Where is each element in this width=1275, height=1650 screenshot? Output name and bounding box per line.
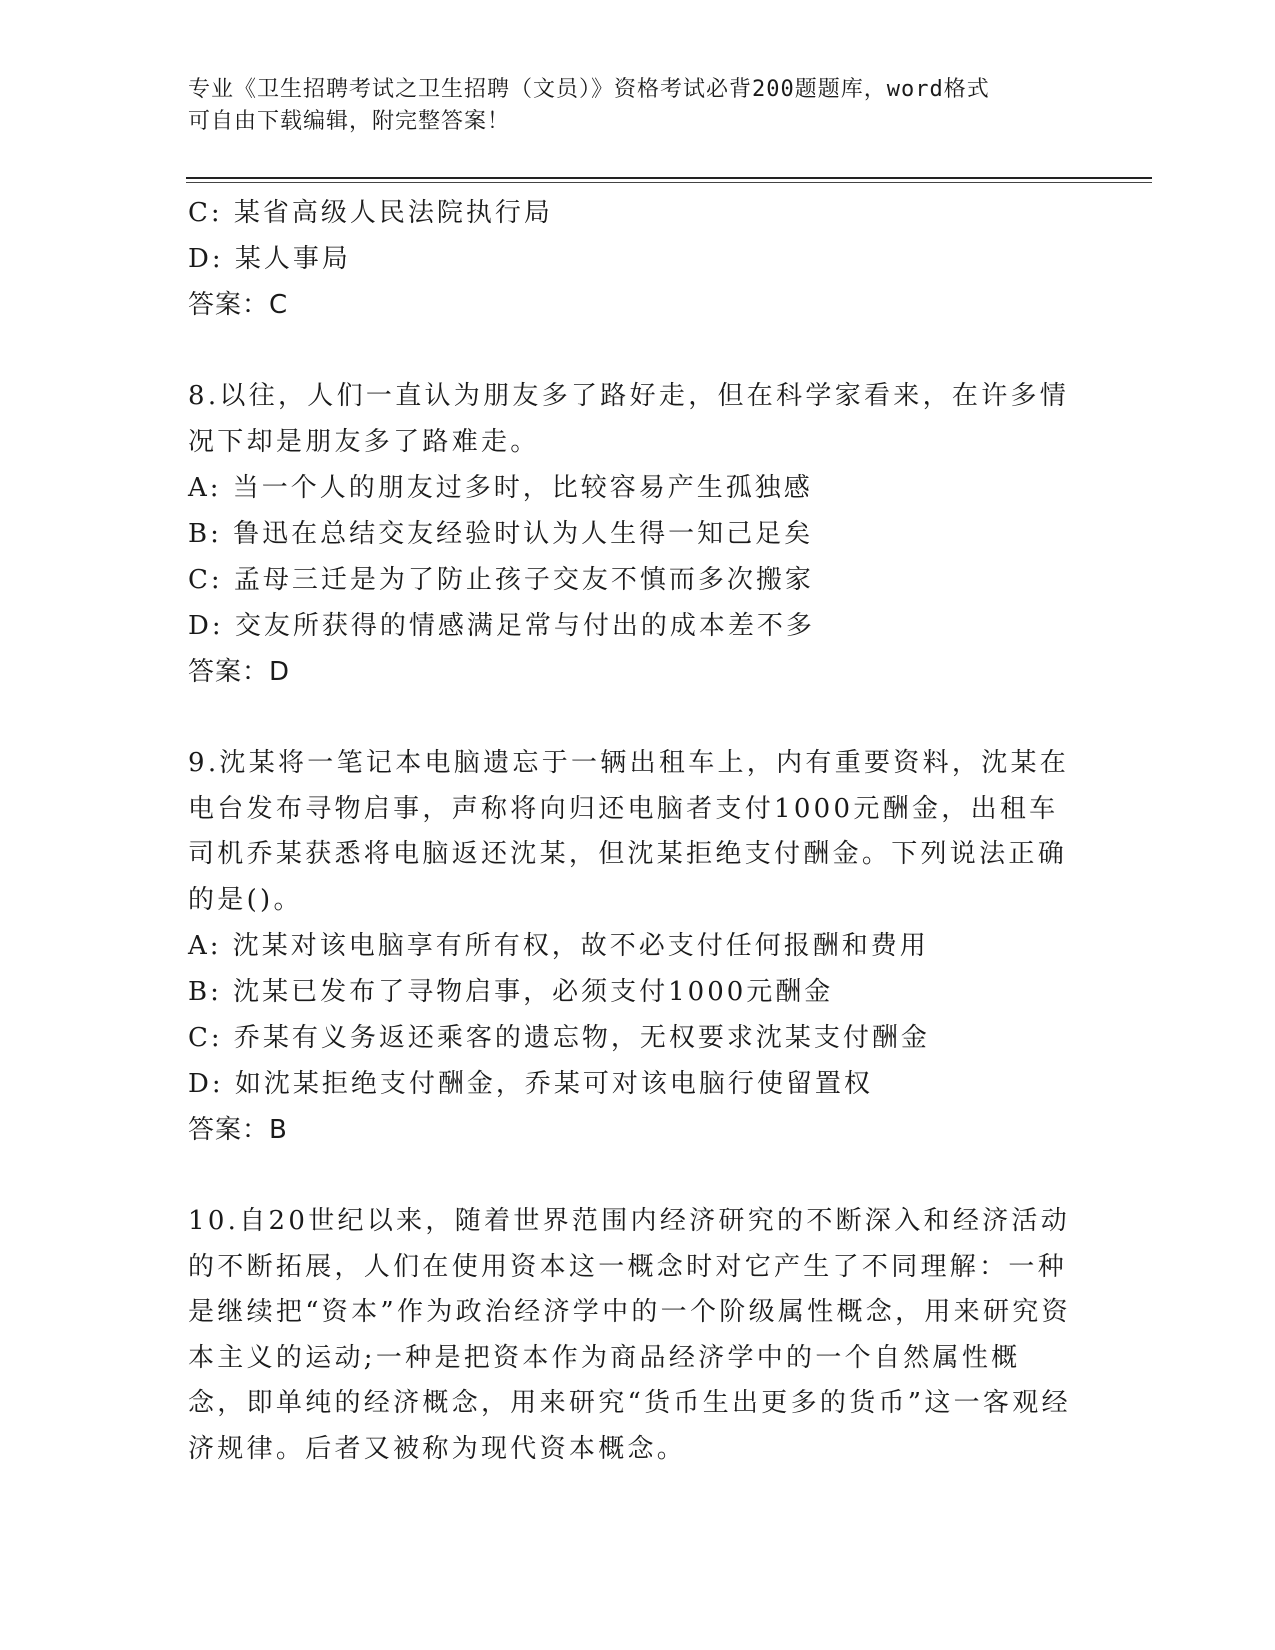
spacer <box>188 695 1078 741</box>
option-c: C: 孟母三迁是为了防止孩子交友不慎而多次搬家 <box>188 565 814 595</box>
question-stem: 9.沈某将一笔记本电脑遗忘于一辆出租车上，内有重要资料，沈某在电台发布寻物启事，声称将向归还电脑者支付1000元酬金，出租车司机乔某获悉将电脑返还沈某，但沈某拒绝支付酬金。下列说法正确的是()。 <box>188 748 1070 915</box>
option-d: D: 如沈某拒绝支付酬金，乔某可对该电脑行使留置权 <box>188 1069 873 1099</box>
question-9 <box>188 741 1078 1153</box>
option-c: C: 乔某有义务返还乘客的遗忘物，无权要求沈某支付酬金 <box>188 1023 930 1053</box>
header-divider-thick <box>186 177 1152 179</box>
spacer <box>188 1153 1078 1199</box>
option-b: B: 沈某已发布了寻物启事，必须支付1000元酬金 <box>188 977 834 1007</box>
document-body <box>188 190 1078 1472</box>
answer-line: 答案：B <box>188 1115 288 1145</box>
question-7-tail <box>188 190 1078 328</box>
question-8 <box>188 374 1078 695</box>
answer-line: 答案：C <box>188 290 289 320</box>
header-title-line-1: 专业《卫生招聘考试之卫生招聘（文员）》资格考试必背200题题库，word格式 <box>188 77 990 102</box>
option-a: A: 沈某对该电脑享有所有权，故不必支付任何报酬和费用 <box>188 931 929 961</box>
option-b: B: 鲁迅在总结交友经验时认为人生得一知己足矣 <box>188 519 814 549</box>
answer-line: 答案：D <box>188 657 291 687</box>
spacer <box>188 328 1078 374</box>
header-divider-thin <box>186 182 1152 183</box>
option-d: D: 某人事局 <box>188 244 351 274</box>
question-10 <box>188 1199 1078 1472</box>
option-c: C: 某省高级人民法院执行局 <box>188 198 553 228</box>
option-a: A: 当一个人的朋友过多时，比较容易产生孤独感 <box>188 473 813 503</box>
question-stem: 10.自20世纪以来，随着世界范围内经济研究的不断深入和经济活动的不断拓展，人们在使用资本这一概念时对它产生了不同理解：一种是继续把“资本”作为政治经济学中的一个阶级属性概念，用来研究资本主义的运动;一种是把资本作为商品经济学中的一个自然属性概念，即单纯的经济概念，用来研究“货币生出更多的货币”这一客观经济规律。后者又被称为现代资本概念。 <box>188 1206 1071 1464</box>
option-d: D: 交友所获得的情感满足常与付出的成本差不多 <box>188 611 815 641</box>
header-title-line-2: 可自由下载编辑，附完整答案！ <box>188 109 511 134</box>
document-header <box>188 74 1078 138</box>
question-stem: 8.以往，人们一直认为朋友多了路好走，但在科学家看来，在许多情况下却是朋友多了路难走。 <box>188 381 1070 457</box>
